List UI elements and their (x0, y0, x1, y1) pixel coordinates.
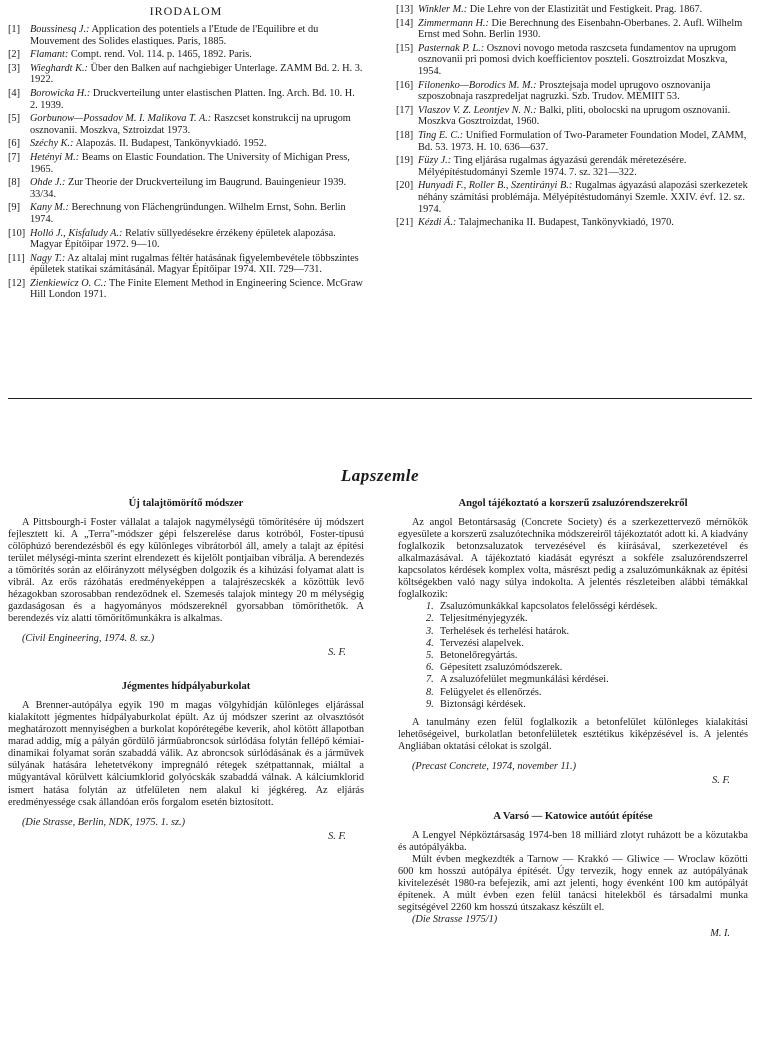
reference-authors: Winkler M.: (418, 4, 468, 15)
references-heading: IRODALOM (149, 4, 223, 18)
article-soil-compaction (8, 498, 364, 659)
reference-number: [6] (8, 138, 21, 150)
reference-list-left (8, 24, 364, 301)
reference-text: Die Berechnung des Eisenbahn-Oberbanes. 2. Aufl. Wilhelm Ernst med Sohn. Berlin 1930. (418, 17, 743, 41)
reference-text: Ting eljárása rugalmas ágyazású gerendák méretezésére. Mélyépítéstudományi Szemle 1974. 7. sz. 321—322. (418, 155, 687, 178)
reference-text: Beams on Elastic Foundation. The University of Michigan Press, 1965. (30, 151, 350, 175)
topic-item (426, 601, 748, 613)
reference-authors: Borowicka H.: (30, 87, 91, 99)
reference-number: [16] (396, 79, 414, 91)
reference-text: Raszcset konstrukcij na uprugom osznovanii. Moszkva, Sztroizdat 1973. (30, 113, 351, 136)
reference-text: Druckverteilung unter elastischen Platten. Ing. Arch. Bd. 10. H. 2. 1939. (30, 87, 355, 111)
reference-list-right (396, 4, 748, 229)
topic-number: 6. (426, 662, 434, 674)
article-source: (Die Strasse 1975/1) (412, 914, 498, 926)
reference-authors: Filonenko—Borodics M. M.: (418, 79, 537, 91)
reference-item (8, 253, 364, 276)
section-divider (8, 398, 752, 399)
article-title: Jégmentes hídpályaburkolat (121, 681, 251, 693)
references-left-column (8, 4, 364, 303)
reference-authors: Nagy T.: (30, 252, 66, 264)
reference-item (8, 88, 364, 111)
reference-authors: Füzy J.: (418, 155, 452, 167)
topic-number: 1. (426, 601, 434, 613)
article-closing: A tanulmány ezen felül foglalkozik a betonfelület különleges kialakítási lehetőségeivel, burkolatlan betonfelületek esztétikus kiképzésével is. A jelentés Angliában oktatási célokat is szolgál. (398, 716, 748, 753)
reference-authors: Zienkiewicz O. C.: (30, 277, 107, 289)
reference-item (8, 228, 364, 251)
reference-text: Unified Formulation of Two-Parameter Foundation Model, ZAMM, Bd. 53. 1973. H. 10. 636—637. (418, 129, 747, 153)
reference-item (396, 105, 748, 128)
reference-number: [4] (8, 87, 21, 99)
reference-authors: Kany M.: (30, 202, 69, 214)
topic-text: Zsaluzómunkákkal kapcsolatos felelősségi kérdések. (440, 601, 658, 613)
article-source: (Precast Concrete, 1974, november 11.) (412, 761, 577, 773)
reference-text: Über den Balken auf nachgiebiger Unterlage. ZAMM Bd. 2. H. 3. 1922. (30, 62, 363, 86)
reference-text: Talajmechanika II. Budapest, Tankönyvkiadó, 1970. (458, 217, 674, 229)
reference-number: [19] (396, 155, 414, 167)
topic-text: Tervezési alapelvek. (440, 637, 524, 649)
references-right-column (396, 4, 748, 231)
reference-item (396, 43, 748, 78)
article-title: A Varsó — Katowice autóút építése (493, 811, 653, 823)
article-ice-free-deck (8, 681, 364, 842)
reference-number: [2] (8, 49, 21, 61)
topic-text: Biztonsági kérdések. (440, 698, 526, 710)
reference-authors: Holló J., Kisfaludy A.: (30, 227, 123, 239)
reference-item (8, 63, 364, 86)
reference-authors: Wieghardt K.: (30, 62, 88, 74)
topic-text: Teljesítményjegyzék. (440, 613, 528, 625)
reference-number: [11] (8, 252, 25, 264)
reference-text: Zur Theorie der Druckverteilung im Baugrund. Bauingenieur 1939. 33/34. (30, 177, 347, 200)
reference-authors: Ohde J.: (30, 177, 66, 189)
topic-number: 9. (426, 698, 434, 710)
review-left-column (8, 498, 364, 843)
reference-item (8, 138, 364, 150)
reference-number: [12] (8, 277, 26, 289)
reference-number: [10] (8, 227, 26, 239)
reference-authors: Széchy K.: (30, 138, 74, 150)
article-source: (Die Strasse, Berlin, NDK, 1975. 1. sz.) (22, 816, 186, 828)
article-signature: S. F. (712, 775, 730, 787)
article-body: A Lengyel Népköztársaság 1974-ben 18 milliárd zlotyt ruházott be a közutakba és autópályákba. (398, 829, 748, 853)
reference-authors: Flamant: (30, 49, 69, 61)
reference-authors: Boussinesq J.: (30, 24, 90, 35)
article-signature: M. I. (710, 928, 730, 940)
topic-item (426, 674, 748, 686)
reference-text: Prosztejsaja model uprugovo osznovanija szposzobnaja raszpredeljat nagruzki. Szb. Trudov. MEMIIT 53. (418, 79, 711, 103)
topic-list (398, 601, 748, 711)
reference-number: [18] (396, 129, 414, 141)
reference-text: Alapozás. II. Budapest, Tankönyvkiadó. 1952. (75, 138, 267, 150)
reference-number: [8] (8, 177, 21, 189)
reference-item (8, 152, 364, 175)
topic-number: 3. (426, 625, 434, 637)
reference-number: [13] (396, 4, 414, 15)
article-body: A Pittsbourgh-i Foster vállalat a talajok nagymélységű tömörítésére új módszert fejlesztett ki. A „Terra"-módszer gépi felszerelése darus kotróból, Foster-típusú cölöphúzó berendezésből és egy különleges vibrátorból áll, amely a talajt az építési terület mélységi-minta szerint elrendezett és kijelölt pontjaiban vibrálja. A berendezés a tömörítés során az előirányzott mélységben dolgozik és a kihúzási folyamat alatt is vibrál. Az erős rázóhatás eredményeképpen a talajrészecskék a közöttük levő hézagokban szorosabban rendeződnek el. Szemesés talajok mintegy 20 m mélységig gazdaságosan és a hagyományos módszereknél gyorsabban tömöríthetők. A berendezés víz alatti tömörítőmunkákra is alkalmas. (8, 516, 364, 625)
article-formwork-report (398, 498, 748, 787)
topic-number: 5. (426, 649, 434, 661)
reference-item (8, 177, 364, 200)
reference-item (396, 217, 748, 229)
topic-text: Felügyelet és ellenőrzés. (440, 686, 542, 698)
reference-item (396, 80, 748, 103)
reference-number: [5] (8, 113, 21, 125)
reference-item (8, 24, 364, 47)
topic-text: Gépesített zsaluzómódszerek. (440, 662, 563, 674)
topic-text: Betonelőregyártás. (440, 649, 518, 661)
reference-number: [21] (396, 217, 414, 229)
reference-authors: Pasternak P. L.: (418, 42, 485, 54)
reference-text: Rugalmas ágyazású alapozási szerkezetek néhány számítási problémája. Mélyépítéstudományi Szemle. XXIV. évf. 12. sz. 1974. (418, 180, 748, 215)
reference-authors: Gorbunow—Possadov M. I. Malikova T. A.: (30, 113, 212, 125)
reference-authors: Vlaszov V. Z. Leontjev N. N.: (418, 104, 537, 116)
article-body: Az angol Betontársaság (Concrete Society) és a szerkezettervező mérnökök egyesülete a korszerű zsaluzótechnika módszereiről tájékoztatót adott ki. A kiadvány foglalkozik betonzsaluzatok tervezésével és kiírásával, szerkezetével és alkalmazásával. A tájékoztató kiadását egyrészt a sokféle zsaluzórendszerrel kapcsolatos kérdések komplex volta, másrészt pedig a zsaluzómunkáknak az építési költségekben való nagy súlya indokolta. A jelentés részleteiben alábbi témákkal foglalkozik: (398, 516, 748, 601)
article-source: (Civil Engineering, 1974. 8. sz.) (22, 633, 155, 645)
reference-authors: Hunyadi F., Roller B., Szentirányi B.: (418, 180, 573, 192)
topic-item (426, 687, 748, 699)
topic-item (426, 638, 748, 650)
topic-item (426, 650, 748, 662)
reference-authors: Hetényi M.: (30, 151, 80, 163)
topic-number: 8. (426, 686, 434, 698)
reference-item (396, 155, 748, 178)
section-title: Lapszemle (340, 466, 420, 485)
reference-authors: Zimmermann H.: (418, 17, 489, 29)
reference-item (8, 49, 364, 61)
reference-authors: Ting E. C.: (418, 129, 464, 141)
article-signature: S. F. (328, 830, 346, 842)
topic-number: 7. (426, 674, 434, 686)
reference-text: The Finite Element Method in Engineering Science. McGraw Hill London 1971. (30, 277, 363, 301)
article-body: A Brenner-autópálya egyik 190 m magas völgyhídján különleges eljárással kialakított jégmentes hídpályaburkolat épült. Az új módszer szerint az olvasztósót meghatározott mennyiségben a burkolat kopórétegébe keverik, ahol kötött állapotban marad addig, míg a pályán gördülő járműabroncsok súrlódása folytán fellépő kémiai-dinamikai folyamat során szabaddá válik. Az abroncsok súrlódásának és a járművek súlyának hatására lehetetvékony impregnáló rétegek szétpattannak, miáltal a műgyantával körülvett kálciumklorid golyócskák szabaddá válnak. A kálciumklorid ismert hatása folytán az útfelületen nem alakul ki jégkéreg. Az eljárás eredményessége csak állandóan erős forgalom esetén biztosított. (8, 699, 364, 808)
reference-item (396, 130, 748, 153)
reference-number: [1] (8, 24, 21, 35)
reference-text: Relatív süllyedésekre érzékeny épületek alapozása. Magyar Építőipar 1972. 9—10. (30, 227, 336, 251)
topic-item (426, 662, 748, 674)
reference-text: Az altalaj mint rugalmas féltér hatásának figyelembevétele többszintes épületek statikai számításánál. Magyar Építőipar 1974. XII. 729—731. (30, 252, 359, 276)
topic-number: 4. (426, 637, 434, 649)
article-title: Új talajtömörítő módszer (128, 498, 244, 509)
reference-text: Berechnung von Flächengründungen. Wilhelm Ernst, Sohn. Berlin 1974. (30, 202, 346, 225)
reference-authors: Kézdi Á.: (418, 217, 457, 229)
reference-number: [15] (396, 42, 414, 54)
reference-number: [20] (396, 180, 414, 192)
reference-item (396, 4, 748, 16)
reference-text: Balki, pliti, obolocski na uprugom osznovanii. Moszkva Gosztroizdat, 1960. (418, 104, 731, 128)
topic-item (426, 626, 748, 638)
topic-item (426, 699, 748, 711)
topic-text: Terhelések és terhelési határok. (440, 625, 570, 637)
reference-item (8, 202, 364, 225)
topic-text: A zsaluzófelület megmunkálási kérdései. (440, 674, 609, 686)
reference-number: [9] (8, 202, 21, 214)
topic-item (426, 613, 748, 625)
reference-text: Compt. rend. Vol. 114. p. 1465, 1892. Paris. (70, 49, 252, 61)
reference-number: [3] (8, 62, 21, 74)
article-body: Múlt évben megkezdték a Tarnow — Krakkó — Gliwice — Wroclaw közötti 600 km hosszú autópálya építését. Úgy tervezik, hogy ennek az autópályának kivitelezését 1980-ra befejezik, ami azt jelenti, hogy évenként 100 km autópályát építenek. A múlt évben ezen felül tanácsi hitelekből és társadalmi munka segítségével 2260 km hosszú útszakasz készült el. (398, 853, 748, 914)
reference-text: Die Lehre von der Elastizität und Festigkeit. Prag. 1867. (469, 4, 703, 15)
reference-number: [7] (8, 151, 21, 163)
reference-item (396, 180, 748, 215)
reference-text: Osznovi novogo metoda raszcseta fundamentov na uprugom osznovanii pri pomosi dvich koefficientov posztelі. Gosztroizdat Moszkva, 1954. (418, 42, 737, 77)
reference-number: [14] (396, 17, 414, 29)
article-signature: S. F. (328, 647, 346, 659)
reference-item (8, 278, 364, 301)
review-right-column (398, 498, 748, 940)
reference-item (396, 18, 748, 41)
topic-number: 2. (426, 613, 434, 625)
article-warsaw-katowice (398, 811, 748, 940)
reference-item (8, 113, 364, 136)
reference-text: Application des potentiels a l'Etude de l'Equilibre et du Mouvement des Solides elastiques. Paris, 1885. (30, 24, 319, 47)
reference-number: [17] (396, 104, 414, 116)
article-title: Angol tájékoztató a korszerű zsaluzórendszerekről (458, 498, 688, 509)
